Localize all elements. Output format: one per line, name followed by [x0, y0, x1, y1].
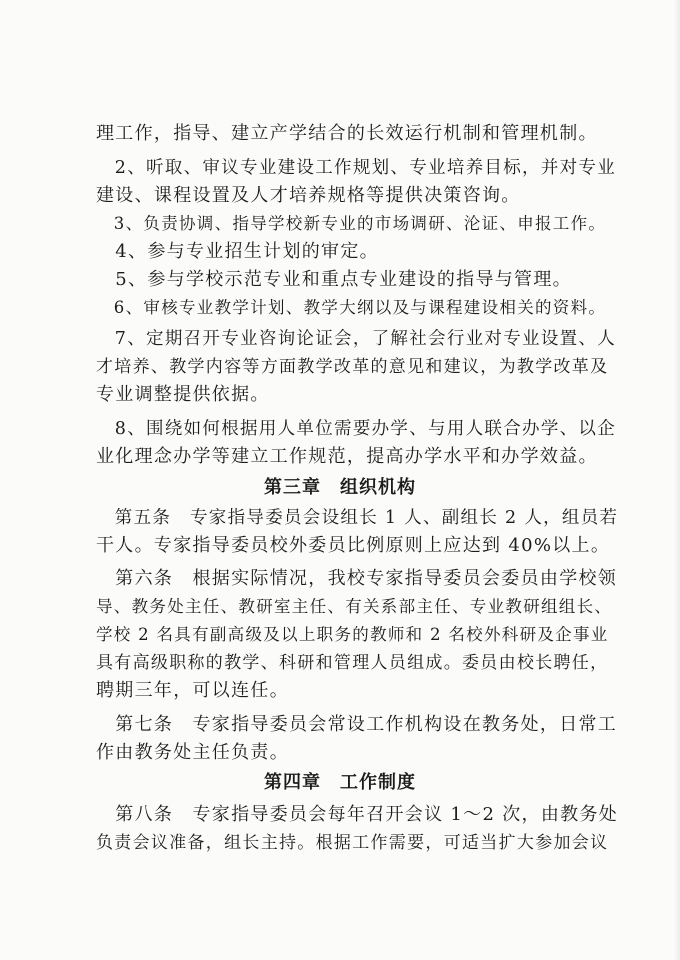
text-line: 专业调整提供依据。 [96, 384, 270, 405]
text-line: 干人。专家指导委员校外委员比例原则上应达到 40%以上。 [96, 535, 611, 556]
chapter-heading-4: 第四章 工作制度 [264, 772, 416, 793]
text-line: 第五条 专家指导委员会设组长 1 人、副组长 2 人，组员若 [96, 508, 619, 528]
text-line: 第八条 专家指导委员会每年召开会议 1～2 次，由教务处 [96, 804, 619, 825]
text-line: 学校 2 名具有副高级及以上职务的教师和 2 名校外科研及企事业 [96, 625, 609, 644]
text-line: 8、围绕如何根据用人单位需要办学、与用人联合办学、以企 [96, 419, 617, 439]
text-line: 作由教务处主任负责。 [96, 742, 289, 763]
text-line: 6、审核专业教学计划、教学大纲以及与课程建设相关的资料。 [96, 298, 607, 317]
text-line: 第七条 专家指导委员会常设工作机构设在教务处，日常工 [96, 714, 618, 735]
text-line: 理工作，指导、建立产学结合的长效运行机制和管理机制。 [96, 123, 598, 144]
text-line: 4、参与专业招生计划的审定。 [96, 241, 379, 262]
text-line: 导、教务处主任、教研室主任、有关系部主任、专业教研组组长、 [96, 597, 613, 616]
text-line: 负责会议准备，组长主持。根据工作需要，可适当扩大参加会议 [96, 833, 609, 853]
text-line: 建设、课程设置及人才培养规格等提供决策咨询。 [96, 185, 521, 206]
text-line: 具有高级职称的教学、科研和管理人员组成。委员由校长聘任， [96, 653, 609, 673]
text-line: 第六条 根据实际情况，我校专家指导委员会委员由学校领 [96, 568, 618, 589]
text-line: 业化理念办学等建立工作规范，提高办学水平和办学效益。 [96, 446, 598, 467]
text-line: 才培养、教学内容等方面教学改革的意见和建议，为教学改革及 [96, 357, 609, 377]
chapter-heading-3: 第三章 组织机构 [264, 477, 416, 498]
text-line: 聘期三年，可以连任。 [96, 680, 289, 701]
text-line: 5、参与学校示范专业和重点专业建设的指导与管理。 [96, 269, 572, 290]
text-line: 2、听取、审议专业建设工作规划、专业培养目标，并对专业 [96, 158, 617, 178]
text-line: 3、负责协调、指导学校新专业的市场调研、沦证、申报工作。 [96, 214, 607, 233]
text-line: 7、定期召开专业咨询论证会，了解社会行业对专业设置、人 [96, 329, 617, 349]
scan-edge-shadow [674, 0, 680, 960]
